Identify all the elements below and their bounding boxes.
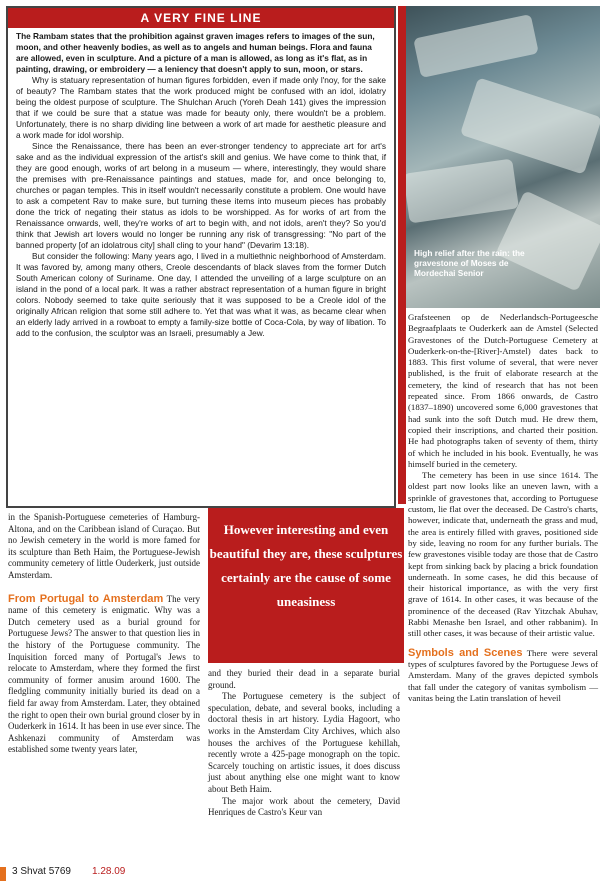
sidebar-paragraph: Since the Renaissance, there has been an ever-stronger tendency to appreciate art for art's sake and as the individual expression of the artist's skill and genius. We have come to think that, if they are good enough, works of art belong in a museum — where, interestingly, they would share the premises with pre-Renaissance paintings and statues, made for, and once belonging to, churches or pagan temples. This in itself wouldn't necessarily constitute a problem. One would have to ask a competent Rav to make sure, but turning these items into museum pieces has probably done the trick of negating their status as idols to be worshipped. As for works of art from the Renaissance onwards, well, they're works of art to begin with, and not idols, aren't they? So you'd think that Jewish art lovers would no longer be running any risk of transgressing: "No part of the banned property [of an idolatrous city] shall cling to your hand" (Devarim 13:18). [16, 141, 386, 250]
col1-paragraph: in the Spanish-Portuguese cemeteries of Hamburg-Altona, and on the Caribbean island of Curaçao. But no Jewish cemetery in the world is more famed for its sculpture than Beth Haim, the Portuguese-Jewish community cemetery of little Ouderkerk, just outside Amsterdam. [8, 512, 200, 580]
col3-paragraph: The cemetery has been in use since 1614. The oldest part now looks like an uneven lawn, with a sprinkle of gravestones that, according to Portuguese custom, lie flat over the deceased. De Castro's charts, however, indicate that, underneath the grass and mud, the area is entirely filled with graves, positioned side by side, leaving no room for any further burials. The few gravestones visible today are those that de Castro kept from sinking back by placing a brick foundation underneath. In some cases, he did this because of their historical importance, as with the very first grave of 1614. In other cases, it was because of the prominence of the deceased (Rav Yitzchak Abuhav, Rabbi Menashe ben Israel, and other rabbanim). In still other cases, it was because of their artistic value. [408, 470, 598, 639]
photo-caption: High relief after the rain: the gravestone of Moses de Mordechai Senior [414, 248, 525, 278]
col2-paragraph: The Portuguese cemetery is the subject of speculation, debate, and several books, including a doctoral thesis in art history. Lydia Hagoort, who works in the Amsterdam City Archives, which also houses the archives of the Portuguese kehillah, recently wrote a 425-page monograph on the topic. Scarcely touching on artistic issues, it does discuss just about anything else one might want to know about Beth Haim. [208, 691, 400, 794]
col2-paragraph: The major work about the cemetery, David Henriques de Castro's Keur van [208, 795, 400, 818]
footer-date: 1.28.09 [92, 866, 126, 877]
sidebar-intro: The Rambam states that the prohibition against graven images refers to images of the sun, moon, and other heavenly bodies, as well as to angels and human beings. Flora and fauna are allowed, even in sculpture. And a picture of a man is allowed, as long as it's flat, as in painting, drawing, or embroidery — a leniency that doesn't apply to sun, moon, or stars. [16, 31, 375, 74]
col3-paragraph: There were several types of sculptures favored by the Portuguese Jews of Amsterdam. Many of the graves depicted symbols that fall under the category of vanitas symbolism — vanitas being the Latin translation of heveil [408, 647, 598, 703]
pull-quote: However interesting and even beautiful they are, these sculptures certainly are the cause of some uneasiness [208, 508, 404, 663]
sidebar-heading: A VERY FINE LINE [8, 8, 394, 28]
sidebar-paragraph: Why is statuary representation of human figures forbidden, even if made only l'noy, for the sake of beauty? The Rambam states that the work produced might be confused with an idol, idolatry being the oldest purpose of sculpture. The Shulchan Aruch (Yoreh Deah 141) gives the impression that if we could be sure that a statue was made for beauty only, there wouldn't be a problem. Unfortunately, there is no sharp dividing line between a work of art made for aesthetic pleasure and a work made for idol worship. [16, 75, 386, 140]
col3-paragraph: Grafsteenen op de Nederlandsch-Portugeesche Begraafplaats te Ouderkerk aan de Amstel (Selected Gravestones of the Dutch-Portuguese Cemetery at Ouderkerk-on-the-[River]-Amstel) dates back to 1883. This first volume of several, that were never published, is the fruit of elaborate research at the cemetery, the kind of research that has not been repeated since. From 1866 onwards, de Castro (1837–1890) uncovered some 6,000 gravestones that had sunk into the soft Dutch mud. He drew them, copied their inscriptions, and charted their position. He had photographs taken of seventy of them, thirty of which he included in his book. Eventually, he was himself buried in the cemetery. [408, 312, 598, 469]
page-marker [0, 867, 6, 881]
col1-paragraph: The very name of this cemetery is enigmatic. Why was a Dutch cemetery used as a burial ground for Portuguese Jews? The answer to that question lies in the history of the Portuguese community. The Inquisition forced many of Portugal's Jews to relocate to Amsterdam, where they formed the first community of former anusim around 1600. The fledgling community initially buried its dead on a field far away from Amsterdam. Later, they obtained the right to open their own burial ground closer by in Ouderkerk in 1614. It has been in use ever since. The Ashkenazi community of Amsterdam was established some twenty years later, [8, 593, 200, 755]
sidebar-box [6, 6, 396, 508]
red-frame-bar [398, 6, 406, 504]
column-3 [408, 312, 598, 704]
footer-issue: 3 Shvat 5769 [12, 866, 71, 877]
section-heading-symbols: Symbols and Scenes [408, 646, 523, 659]
sidebar-paragraph: But consider the following: Many years ago, I lived in a multiethnic neighborhood of Amsterdam. It was favored by, among many others, Creole descendants of black slaves from the former Dutch South American colony of Suriname. One day, I attended the unveiling of a large sculpture on an island in the pond of a local park. It was a rather abstract representation of a human figure in bright colors. Nobody seemed to take quite seriously that it was supposed to be a Creole idol of the originally African religion that some still adhere to. Yet that was what it was, as became clear when an elderly lady arrived in a rowboat to empty a family-size bottle of Coca-Cola, by way of libation. To add to the confusion, the sculptor was an Israeli, presumably a Jew. [16, 251, 386, 338]
col2-paragraph: and they buried their dead in a separate burial ground. [208, 668, 400, 690]
section-heading-portugal: From Portugal to Amsterdam [8, 592, 164, 605]
column-2 [208, 668, 400, 819]
column-1 [8, 512, 200, 756]
